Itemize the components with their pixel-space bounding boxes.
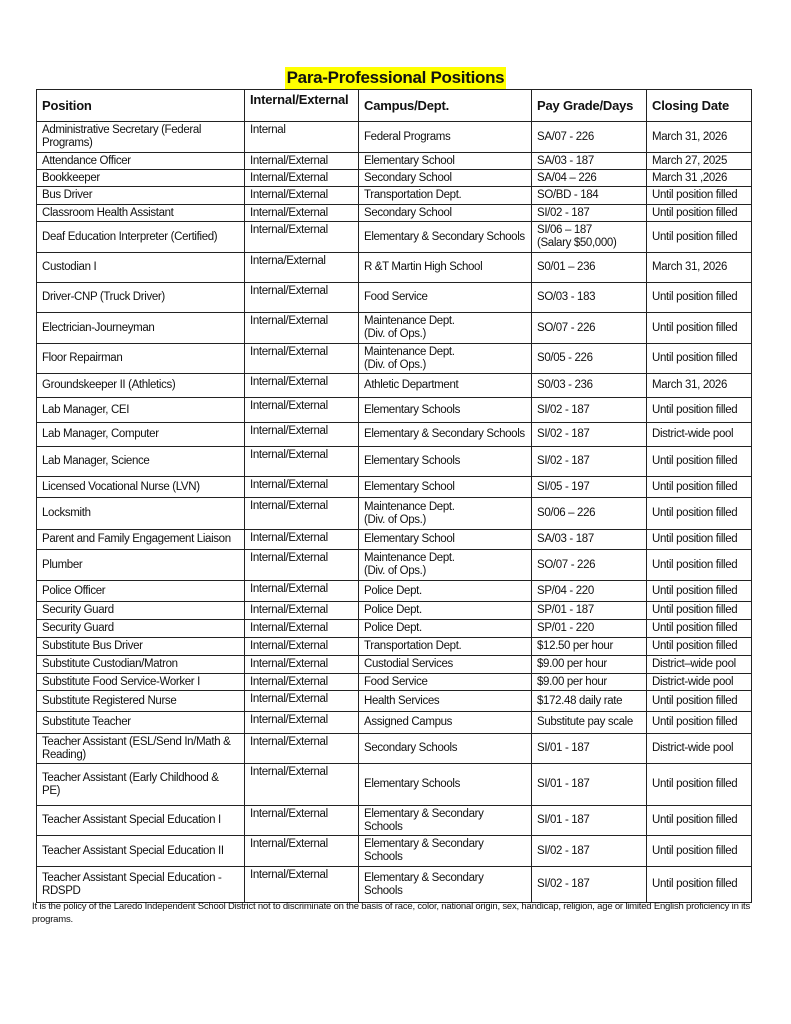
cell-campus-dept: Food Service — [359, 674, 532, 691]
cell-pay-grade: SA/04 – 226 — [532, 170, 647, 187]
cell-campus-dept: Maintenance Dept. (Div. of Ops.) — [359, 344, 532, 374]
cell-internal-external: Internal/External — [245, 806, 359, 836]
cell-internal-external: Internal/External — [245, 153, 359, 170]
cell-campus-dept: Secondary Schools — [359, 734, 532, 764]
cell-internal-external: Internal/External — [245, 205, 359, 222]
cell-closing-date: District–wide pool — [647, 656, 752, 674]
cell-closing-date: March 31, 2026 — [647, 122, 752, 153]
table-row — [37, 344, 752, 374]
cell-position: Teacher Assistant (Early Childhood & PE) — [37, 764, 245, 806]
cell-internal-external: Internal/External — [245, 764, 359, 806]
cell-internal-external: Internal/External — [245, 374, 359, 398]
cell-pay-grade: Substitute pay scale — [532, 712, 647, 734]
cell-position: Substitute Teacher — [37, 712, 245, 734]
cell-closing-date: Until position filled — [647, 691, 752, 712]
cell-closing-date: March 27, 2025 — [647, 153, 752, 170]
table-row — [37, 806, 752, 836]
cell-pay-grade: SO/07 - 226 — [532, 313, 647, 344]
cell-internal-external: Internal/External — [245, 712, 359, 734]
cell-closing-date: Until position filled — [647, 620, 752, 638]
cell-closing-date: Until position filled — [647, 836, 752, 867]
title-wrap — [0, 67, 791, 89]
cell-pay-grade: SI/01 - 187 — [532, 764, 647, 806]
cell-campus-dept: Police Dept. — [359, 602, 532, 620]
cell-position: Driver-CNP (Truck Driver) — [37, 283, 245, 313]
table-row — [37, 867, 752, 903]
cell-internal-external: Internal/External — [245, 867, 359, 903]
table-row — [37, 691, 752, 712]
cell-internal-external: Internal/External — [245, 398, 359, 423]
cell-campus-dept: Transportation Dept. — [359, 638, 532, 656]
table-row — [37, 398, 752, 423]
cell-closing-date: Until position filled — [647, 187, 752, 205]
non-discrimination-notice: It is the policy of the Laredo Independent School District not to discriminate on the basis of race, color, national origin, sex, handicap, religion, age or limited English proficiency in its programs. — [32, 901, 750, 925]
cell-campus-dept: R &T Martin High School — [359, 253, 532, 283]
cell-internal-external: Internal/External — [245, 447, 359, 477]
table-row — [37, 153, 752, 170]
cell-internal-external: Internal/External — [245, 344, 359, 374]
cell-closing-date: Until position filled — [647, 344, 752, 374]
cell-campus-dept: Custodial Services — [359, 656, 532, 674]
cell-closing-date: Until position filled — [647, 806, 752, 836]
cell-pay-grade: SI/02 - 187 — [532, 398, 647, 423]
cell-closing-date: Until position filled — [647, 530, 752, 550]
cell-closing-date: Until position filled — [647, 222, 752, 253]
cell-position: Teacher Assistant Special Education I — [37, 806, 245, 836]
cell-internal-external: Internal/External — [245, 313, 359, 344]
table-row — [37, 283, 752, 313]
cell-campus-dept: Transportation Dept. — [359, 187, 532, 205]
cell-position: Security Guard — [37, 602, 245, 620]
cell-internal-external: Internal/External — [245, 222, 359, 253]
cell-internal-external: Internal/External — [245, 477, 359, 498]
table-body — [37, 122, 752, 903]
cell-campus-dept: Health Services — [359, 691, 532, 712]
cell-position: Groundskeeper II (Athletics) — [37, 374, 245, 398]
cell-pay-grade: SO/07 - 226 — [532, 550, 647, 581]
cell-closing-date: Until position filled — [647, 638, 752, 656]
cell-campus-dept: Food Service — [359, 283, 532, 313]
cell-internal-external: Internal/External — [245, 423, 359, 447]
cell-closing-date: District-wide pool — [647, 734, 752, 764]
table-row — [37, 550, 752, 581]
cell-campus-dept: Maintenance Dept. (Div. of Ops.) — [359, 498, 532, 530]
cell-pay-grade: SI/02 - 187 — [532, 205, 647, 222]
page-title: Para-Professional Positions — [286, 68, 505, 87]
cell-campus-dept: Elementary & Secondary Schools — [359, 423, 532, 447]
table-row — [37, 253, 752, 283]
cell-internal-external: Interna/External — [245, 253, 359, 283]
cell-closing-date: Until position filled — [647, 764, 752, 806]
cell-pay-grade: SA/03 - 187 — [532, 530, 647, 550]
cell-campus-dept: Elementary School — [359, 530, 532, 550]
cell-closing-date: Until position filled — [647, 313, 752, 344]
cell-position: Bus Driver — [37, 187, 245, 205]
cell-pay-grade: SP/04 - 220 — [532, 581, 647, 602]
header-closing-date: Closing Date — [647, 90, 752, 122]
table-row — [37, 205, 752, 222]
cell-pay-grade: SI/02 - 187 — [532, 836, 647, 867]
cell-pay-grade: $9.00 per hour — [532, 674, 647, 691]
cell-pay-grade: SI/02 - 187 — [532, 423, 647, 447]
header-row — [37, 90, 752, 122]
cell-position: Substitute Food Service-Worker I — [37, 674, 245, 691]
table-row — [37, 477, 752, 498]
cell-campus-dept: Federal Programs — [359, 122, 532, 153]
cell-position: Security Guard — [37, 620, 245, 638]
cell-internal-external: Internal/External — [245, 498, 359, 530]
cell-pay-grade: $9.00 per hour — [532, 656, 647, 674]
cell-internal-external: Internal/External — [245, 187, 359, 205]
cell-position: Lab Manager, CEI — [37, 398, 245, 423]
cell-campus-dept: Secondary School — [359, 205, 532, 222]
cell-position: Substitute Registered Nurse — [37, 691, 245, 712]
cell-campus-dept: Elementary & Secondary Schools — [359, 806, 532, 836]
table-row — [37, 447, 752, 477]
cell-pay-grade: SI/01 - 187 — [532, 734, 647, 764]
cell-campus-dept: Elementary School — [359, 153, 532, 170]
cell-campus-dept: Maintenance Dept. (Div. of Ops.) — [359, 550, 532, 581]
table-row — [37, 674, 752, 691]
cell-closing-date: Until position filled — [647, 205, 752, 222]
cell-campus-dept: Elementary & Secondary Schools — [359, 867, 532, 903]
cell-closing-date: Until position filled — [647, 477, 752, 498]
cell-closing-date: Until position filled — [647, 283, 752, 313]
table-row — [37, 530, 752, 550]
table-row — [37, 836, 752, 867]
cell-position: Plumber — [37, 550, 245, 581]
cell-campus-dept: Elementary Schools — [359, 398, 532, 423]
table-row — [37, 122, 752, 153]
cell-campus-dept: Elementary Schools — [359, 447, 532, 477]
cell-campus-dept: Elementary & Secondary Schools — [359, 836, 532, 867]
cell-pay-grade: S0/05 - 226 — [532, 344, 647, 374]
cell-position: Lab Manager, Science — [37, 447, 245, 477]
cell-position: Floor Repairman — [37, 344, 245, 374]
cell-closing-date: District-wide pool — [647, 674, 752, 691]
cell-pay-grade: SO/BD - 184 — [532, 187, 647, 205]
table-row — [37, 222, 752, 253]
header-pay-grade: Pay Grade/Days — [532, 90, 647, 122]
table-row — [37, 764, 752, 806]
cell-campus-dept: Elementary Schools — [359, 764, 532, 806]
header-campus-dept: Campus/Dept. — [359, 90, 532, 122]
cell-position: Teacher Assistant Special Education II — [37, 836, 245, 867]
cell-pay-grade: S0/01 – 236 — [532, 253, 647, 283]
cell-campus-dept: Secondary School — [359, 170, 532, 187]
cell-internal-external: Internal/External — [245, 170, 359, 187]
cell-closing-date: March 31, 2026 — [647, 253, 752, 283]
cell-position: Parent and Family Engagement Liaison — [37, 530, 245, 550]
cell-pay-grade: SI/06 – 187 (Salary $50,000) — [532, 222, 647, 253]
cell-position: Teacher Assistant Special Education - RDSPD — [37, 867, 245, 903]
table-row — [37, 638, 752, 656]
cell-internal-external: Internal/External — [245, 691, 359, 712]
cell-internal-external: Internal/External — [245, 674, 359, 691]
cell-position: Administrative Secretary (Federal Programs) — [37, 122, 245, 153]
header-position: Position — [37, 90, 245, 122]
cell-pay-grade: SP/01 - 220 — [532, 620, 647, 638]
table-row — [37, 602, 752, 620]
cell-closing-date: Until position filled — [647, 398, 752, 423]
cell-position: Bookkeeper — [37, 170, 245, 187]
cell-pay-grade: SI/01 - 187 — [532, 806, 647, 836]
cell-closing-date: Until position filled — [647, 602, 752, 620]
cell-position: Police Officer — [37, 581, 245, 602]
table-row — [37, 498, 752, 530]
cell-position: Attendance Officer — [37, 153, 245, 170]
positions-table — [36, 89, 752, 903]
cell-pay-grade: S0/03 - 236 — [532, 374, 647, 398]
cell-closing-date: Until position filled — [647, 581, 752, 602]
cell-position: Deaf Education Interpreter (Certified) — [37, 222, 245, 253]
cell-internal-external: Internal/External — [245, 638, 359, 656]
table-row — [37, 423, 752, 447]
cell-pay-grade: $172.48 daily rate — [532, 691, 647, 712]
cell-campus-dept: Police Dept. — [359, 620, 532, 638]
cell-internal-external: Internal/External — [245, 550, 359, 581]
cell-internal-external: Internal/External — [245, 530, 359, 550]
cell-closing-date: Until position filled — [647, 712, 752, 734]
cell-closing-date: Until position filled — [647, 550, 752, 581]
table-row — [37, 620, 752, 638]
table-row — [37, 374, 752, 398]
cell-campus-dept: Police Dept. — [359, 581, 532, 602]
cell-position: Lab Manager, Computer — [37, 423, 245, 447]
table-row — [37, 170, 752, 187]
cell-position: Locksmith — [37, 498, 245, 530]
cell-campus-dept: Athletic Department — [359, 374, 532, 398]
cell-position: Custodian I — [37, 253, 245, 283]
cell-internal-external: Internal/External — [245, 656, 359, 674]
cell-campus-dept: Maintenance Dept. (Div. of Ops.) — [359, 313, 532, 344]
cell-pay-grade: SI/05 - 197 — [532, 477, 647, 498]
cell-closing-date: Until position filled — [647, 447, 752, 477]
cell-closing-date: District-wide pool — [647, 423, 752, 447]
cell-campus-dept: Assigned Campus — [359, 712, 532, 734]
cell-internal-external: Internal/External — [245, 602, 359, 620]
cell-closing-date: Until position filled — [647, 867, 752, 903]
cell-internal-external: Internal/External — [245, 620, 359, 638]
cell-closing-date: March 31, 2026 — [647, 374, 752, 398]
cell-closing-date: Until position filled — [647, 498, 752, 530]
cell-campus-dept: Elementary & Secondary Schools — [359, 222, 532, 253]
cell-pay-grade: SI/02 - 187 — [532, 447, 647, 477]
cell-position: Substitute Bus Driver — [37, 638, 245, 656]
header-internal-external: Internal/External — [245, 90, 359, 122]
table-row — [37, 581, 752, 602]
cell-position: Licensed Vocational Nurse (LVN) — [37, 477, 245, 498]
cell-pay-grade: $12.50 per hour — [532, 638, 647, 656]
cell-internal-external: Internal — [245, 122, 359, 153]
cell-position: Substitute Custodian/Matron — [37, 656, 245, 674]
cell-position: Electrician-Journeyman — [37, 313, 245, 344]
table-row — [37, 313, 752, 344]
cell-pay-grade: SI/02 - 187 — [532, 867, 647, 903]
cell-pay-grade: S0/06 – 226 — [532, 498, 647, 530]
table-row — [37, 734, 752, 764]
cell-campus-dept: Elementary School — [359, 477, 532, 498]
cell-pay-grade: SP/01 - 187 — [532, 602, 647, 620]
cell-position: Classroom Health Assistant — [37, 205, 245, 222]
cell-pay-grade: SA/03 - 187 — [532, 153, 647, 170]
cell-position: Teacher Assistant (ESL/Send In/Math & Reading) — [37, 734, 245, 764]
table-row — [37, 656, 752, 674]
cell-internal-external: Internal/External — [245, 581, 359, 602]
cell-internal-external: Internal/External — [245, 734, 359, 764]
table-row — [37, 187, 752, 205]
cell-pay-grade: SO/03 - 183 — [532, 283, 647, 313]
cell-closing-date: March 31 ,2026 — [647, 170, 752, 187]
cell-internal-external: Internal/External — [245, 836, 359, 867]
cell-pay-grade: SA/07 - 226 — [532, 122, 647, 153]
table-row — [37, 712, 752, 734]
cell-internal-external: Internal/External — [245, 283, 359, 313]
